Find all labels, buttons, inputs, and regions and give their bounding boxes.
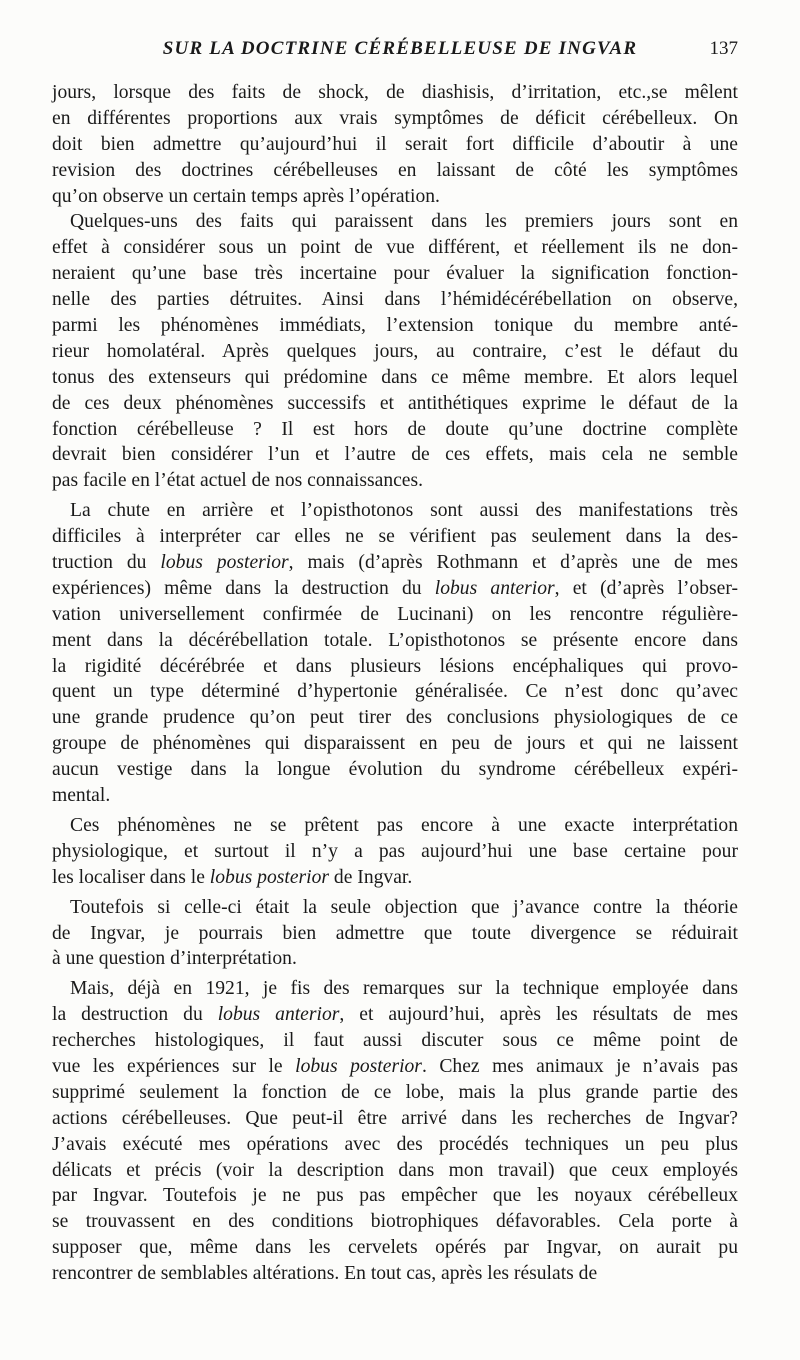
text-line [52, 839, 738, 865]
text-segment: qu’on observe un certain temps après l’opération. [52, 185, 440, 207]
text-segment: rencontrer de semblables altérations. En tout cas, après les résulats de [52, 1263, 598, 1285]
text-segment: revision des doctrines cérébelleuses en laissant de côté les symptômes [52, 159, 738, 181]
text-segment: par Ingvar. Toutefois je ne pus pas empêcher que les noyaux cérébelleux [52, 1185, 738, 1207]
text-segment: à une question d’interprétation. [52, 948, 297, 970]
text-segment: expériences) même dans la destruction du [52, 577, 435, 599]
text-line [52, 313, 738, 339]
text-segment: de ces deux phénomènes successifs et antithétiques exprime le défaut de la [52, 392, 738, 414]
text-segment: Ces phénomènes ne se prêtent pas encore à une exacte interprétation [70, 814, 738, 836]
text-line [52, 1235, 738, 1261]
text-line [52, 895, 738, 921]
italic-term: lobus posterior [160, 552, 289, 574]
text-line [52, 731, 738, 757]
text-line [52, 80, 738, 106]
text-line [52, 1106, 738, 1132]
text-segment: Mais, déjà en 1921, je fis des remarques sur la technique employée dans [70, 978, 738, 1000]
text-line [52, 813, 738, 839]
text-line [52, 550, 738, 576]
text-segment: Quelques-uns des faits qui paraissent dans les premiers jours sont en [70, 211, 738, 233]
text-segment: . Chez mes animaux je n’avais pas [421, 1055, 738, 1077]
italic-term: lobus anterior [217, 1004, 340, 1026]
italic-term: lobus anterior [434, 577, 555, 599]
text-segment: pas facile en l’état actuel de nos connaissances. [52, 470, 424, 492]
text-line [52, 628, 738, 654]
text-line [52, 1002, 738, 1028]
text-line [52, 1080, 738, 1106]
text-segment: la rigidité décérébrée et dans plusieurs lésions encéphaliques qui provo- [52, 655, 738, 677]
text-line [52, 391, 738, 417]
text-segment: , et aujourd’hui, après les résultats de mes [339, 1004, 738, 1026]
text-line [52, 235, 738, 261]
text-line [52, 261, 738, 287]
text-line [52, 365, 738, 391]
text-segment: de Ingvar, je pourrais bien admettre que toute divergence se réduirait [52, 922, 738, 944]
text-line [52, 946, 738, 972]
text-segment: actions cérébelleuses. Que peut-il être arrivé dans les recherches de Ingvar? [52, 1107, 738, 1129]
text-line [52, 106, 738, 132]
text-segment: aucun vestige dans la longue évolution du syndrome cérébelleux expéri- [52, 759, 738, 781]
text-line [52, 865, 738, 891]
text-line [52, 1261, 738, 1287]
text-line [52, 705, 738, 731]
text-segment: se trouvassent en des conditions biotrophiques défavorables. Cela porte à [52, 1211, 738, 1233]
text-line [52, 679, 738, 705]
text-segment: délicats et précis (voir la description dans mon travail) que ceux employés [52, 1159, 738, 1181]
text-line [52, 1054, 738, 1080]
text-segment: , et (d’après l’obser- [554, 577, 738, 599]
text-segment: difficiles à interpréter car elles ne se vérifient pas seulement dans la des- [52, 526, 738, 548]
text-segment: truction du [52, 552, 161, 574]
text-segment: une grande prudence qu’on peut tirer des conclusions physiologiques de ce [52, 707, 738, 729]
text-segment: parmi les phénomènes immédiats, l’extension tonique du membre anté- [52, 315, 738, 337]
text-segment: vation universellement confirmée de Lucinani) on les rencontre régulière- [52, 603, 738, 625]
text-segment: les localiser dans le [52, 866, 210, 888]
running-title: SUR LA DOCTRINE CÉRÉBELLEUSE DE INGVAR [162, 38, 638, 59]
text-segment: en différentes proportions aux vrais symptômes de déficit cérébelleux. On [52, 107, 738, 129]
text-line [52, 757, 738, 783]
text-segment: mental. [52, 785, 111, 807]
text-line [52, 1158, 738, 1184]
text-segment: de Ingvar. [329, 866, 413, 888]
text-line [52, 442, 738, 468]
text-segment: Toutefois si celle-ci était la seule objection que j’avance contre la théorie [70, 896, 738, 918]
text-segment: devrait bien considérer l’un et l’autre de ces effets, mais cela ne semble [52, 444, 738, 466]
text-segment: doit bien admettre qu’aujourd’hui il serait fort difficile d’aboutir à une [52, 133, 738, 155]
text-segment: supposer que, même dans les cervelets opérés par Ingvar, on aurait pu [52, 1237, 738, 1259]
text-line [52, 1132, 738, 1158]
text-line [52, 158, 738, 184]
text-segment: neraient qu’une base très incertaine pour évaluer la signification fonction- [52, 263, 738, 285]
text-segment: J’avais exécuté mes opérations avec des procédés techniques un peu plus [52, 1133, 738, 1155]
text-line [52, 1183, 738, 1209]
text-line [52, 976, 738, 1002]
italic-term: lobus posterior [295, 1055, 422, 1077]
text-line [52, 783, 738, 809]
text-segment: supprimé seulement la fonction de ce lobe, mais la plus grande partie des [52, 1081, 738, 1103]
text-segment: recherches histologiques, il faut aussi discuter sous ce même point de [52, 1030, 738, 1052]
text-line [52, 602, 738, 628]
text-line [52, 498, 738, 524]
text-line [52, 209, 738, 235]
page-number: 137 [709, 38, 738, 59]
text-segment: physiologique, et surtout il n’y a pas aujourd’hui une base certaine pour [52, 840, 738, 862]
text-line [52, 921, 738, 947]
text-line [52, 287, 738, 313]
text-segment: quent un type déterminé d’hypertonie généralisée. Ce n’est donc qu’avec [52, 681, 738, 703]
text-line [52, 1209, 738, 1235]
text-line [52, 184, 738, 210]
text-line [52, 132, 738, 158]
text-line [52, 524, 738, 550]
text-segment: vue les expériences sur le [52, 1055, 296, 1077]
text-segment: rieur homolatéral. Après quelques jours, au contraire, c’est le défaut du [52, 340, 738, 362]
text-line [52, 468, 738, 494]
text-segment: fonction cérébelleuse ? Il est hors de doute qu’une doctrine complète [52, 418, 738, 440]
italic-term: lobus posterior [209, 866, 330, 888]
text-segment: ment dans la décérébellation totale. L’opisthotonos se présente encore dans [52, 629, 738, 651]
text-line [52, 576, 738, 602]
text-segment: tonus des extenseurs qui prédomine dans ce même membre. Et alors lequel [52, 366, 738, 388]
page-header [0, 38, 800, 68]
text-segment: effet à considérer sous un point de vue différent, et réellement ils ne don- [52, 237, 738, 259]
text-segment: la destruction du [52, 1004, 218, 1026]
text-line [52, 417, 738, 443]
text-segment: jours, lorsque des faits de shock, de diashisis, d’irritation, etc.,se mêlent [52, 82, 738, 103]
text-segment: nelle des parties détruites. Ainsi dans l’hémidécérébellation on observe, [52, 289, 738, 311]
text-segment: groupe de phénomènes qui disparaissent en peu de jours et qui ne laissent [52, 733, 738, 755]
body-text [52, 80, 738, 1287]
text-line [52, 1028, 738, 1054]
text-segment: La chute en arrière et l’opisthotonos sont aussi des manifestations très [70, 500, 738, 522]
text-segment: , mais (d’après Rothmann et d’après une de mes [288, 552, 738, 574]
text-line [52, 339, 738, 365]
text-line [52, 654, 738, 680]
